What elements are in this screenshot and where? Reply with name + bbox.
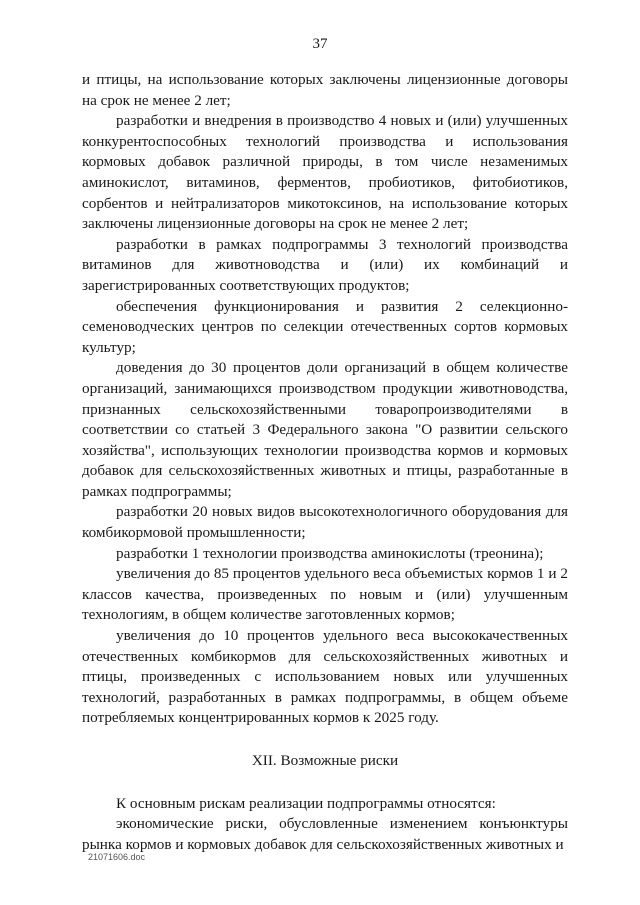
paragraph: доведения до 30 процентов доли организаций в общем количестве организаций, занимающихся производством продукции животноводства, признанных сельскохозяйственными товаропроизводителями в соответствии со статьей 3 Федерального закона "О развитии сельского хозяйства", использующих технологии производства кормов и кормовых добавок для сельскохозяйственных животных и птицы, разработанные в рамках подпрограммы; <box>82 359 568 500</box>
document-file-code: 21071606.doc <box>88 852 146 862</box>
paragraph: разработки 20 новых видов высокотехнологичного оборудования для комбикормовой промышленности; <box>82 503 568 542</box>
paragraph: разработки и внедрения в производство 4 новых и (или) улучшенных конкурентоспособных технологий производства и использования кормовых добавок различной природы, в том числе незаменимых аминокислот, витаминов, ферментов, пробиотиков, фитобиотиков, сорбентов и нейтрализаторов микотоксинов, на использование которых заключены лицензионные договоры на срок не менее 2 лет; <box>82 112 568 233</box>
paragraph: разработки 1 технологии производства аминокислоты (треонина); <box>116 544 544 562</box>
paragraph: экономические риски, обусловленные изменением конъюнктуры рынка кормов и кормовых добавок для сельскохозяйственных животных и <box>82 815 568 853</box>
section-heading: XII. Возможные риски <box>251 752 399 769</box>
paragraph-continued: и птицы, на использование которых заключены лицензионные договоры на срок не менее 2 лет; <box>82 71 568 109</box>
paragraph: увеличения до 85 процентов удельного веса объемистых кормов 1 и 2 классов качества, произведенных по новым и (или) улучшенным технологиям, в общем количестве заготовленных кормов; <box>82 565 568 624</box>
page-number: 37 <box>312 36 328 52</box>
paragraph: К основным рискам реализации подпрограммы относятся: <box>116 794 496 812</box>
document-body <box>82 70 568 855</box>
paragraph: увеличения до 10 процентов удельного веса высококачественных отечественных комбикормов для сельскохозяйственных животных и птицы, произведенных с использованием новых или улучшенных технологий, разработанных в рамках подпрограммы, в общем объеме потребляемых концентрированных кормов к 2025 году. <box>82 627 568 727</box>
paragraph: обеспечения функционирования и развития 2 селекционно-семеноводческих центров по селекции отечественных сортов кормовых культур; <box>82 297 568 356</box>
paragraph: разработки в рамках подпрограммы 3 технологий производства витаминов для животноводства и (или) их комбинаций и зарегистрированных соответствующих продуктов; <box>82 235 568 294</box>
